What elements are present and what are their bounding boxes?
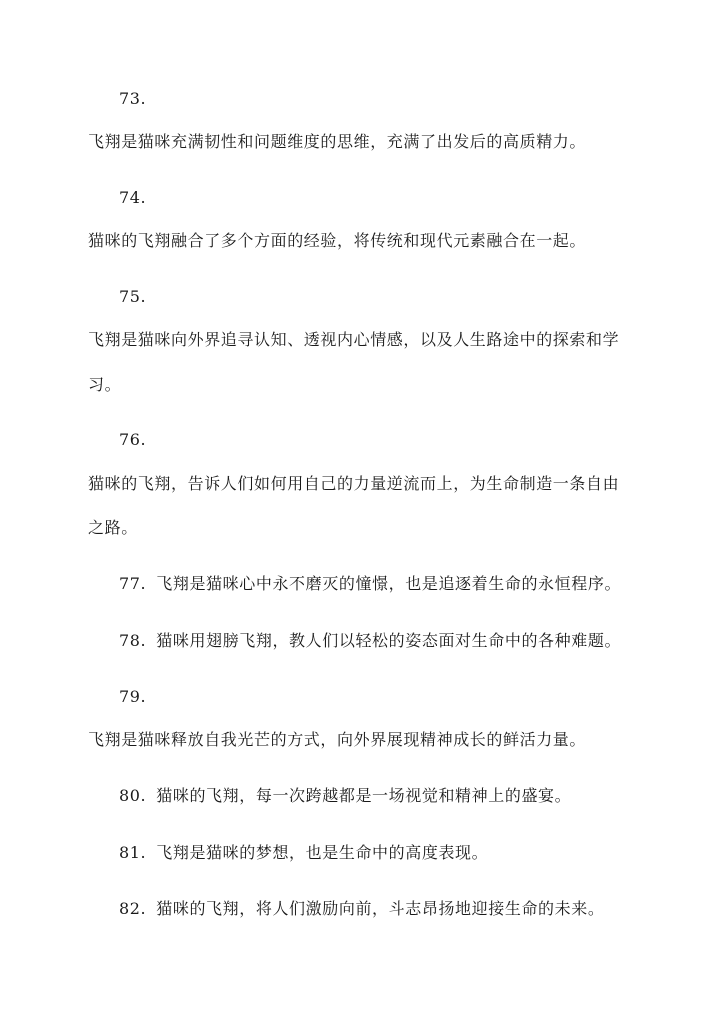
item-76-text-line1: 猫咪的飞翔，告诉人们如何用自己的力量逆流而上，为生命制造一条自由 (88, 474, 620, 493)
item-76-text-line2: 之路。 (88, 518, 138, 537)
item-81-number: 81. (119, 843, 147, 862)
item-73-text: 飞翔是猫咪充满韧性和问题维度的思维，充满了出发后的高质精力。 (88, 132, 587, 151)
item-75-text-line2: 习。 (88, 375, 122, 394)
item-75-number: 75. (119, 287, 147, 306)
item-77-number: 77. (119, 574, 147, 593)
item-79-text: 飞翔是猫咪释放自我光芒的方式，向外界展现精神成长的鲜活力量。 (88, 730, 587, 749)
item-81-text: 飞翔是猫咪的梦想，也是生命中的高度表现。 (156, 843, 489, 862)
item-78 (119, 631, 621, 651)
item-79-number: 79. (119, 687, 147, 706)
item-75-text-line1: 飞翔是猫咪向外界追寻认知、透视内心情感，以及人生路途中的探索和学 (88, 330, 620, 349)
item-76-number: 76. (119, 430, 147, 449)
item-78-text: 猫咪用翅膀飞翔，教人们以轻松的姿态面对生命中的各种难题。 (156, 631, 622, 650)
item-82-text: 猫咪的飞翔，将人们激励向前，斗志昂扬地迎接生命的未来。 (156, 899, 605, 918)
item-82-number: 82. (119, 899, 147, 918)
item-82 (119, 899, 604, 919)
item-80-text: 猫咪的飞翔，每一次跨越都是一场视觉和精神上的盛宴。 (156, 786, 572, 805)
item-74-number: 74. (119, 188, 147, 207)
item-77 (119, 574, 621, 594)
item-74-text: 猫咪的飞翔融合了多个方面的经验，将传统和现代元素融合在一起。 (88, 231, 587, 250)
item-73-number: 73. (119, 89, 147, 108)
item-81 (119, 843, 488, 863)
item-78-number: 78. (119, 631, 147, 650)
item-80-number: 80. (119, 786, 147, 805)
item-77-text: 飞翔是猫咪心中永不磨灭的憧憬，也是追逐着生命的永恒程序。 (156, 574, 622, 593)
item-80 (119, 786, 571, 806)
